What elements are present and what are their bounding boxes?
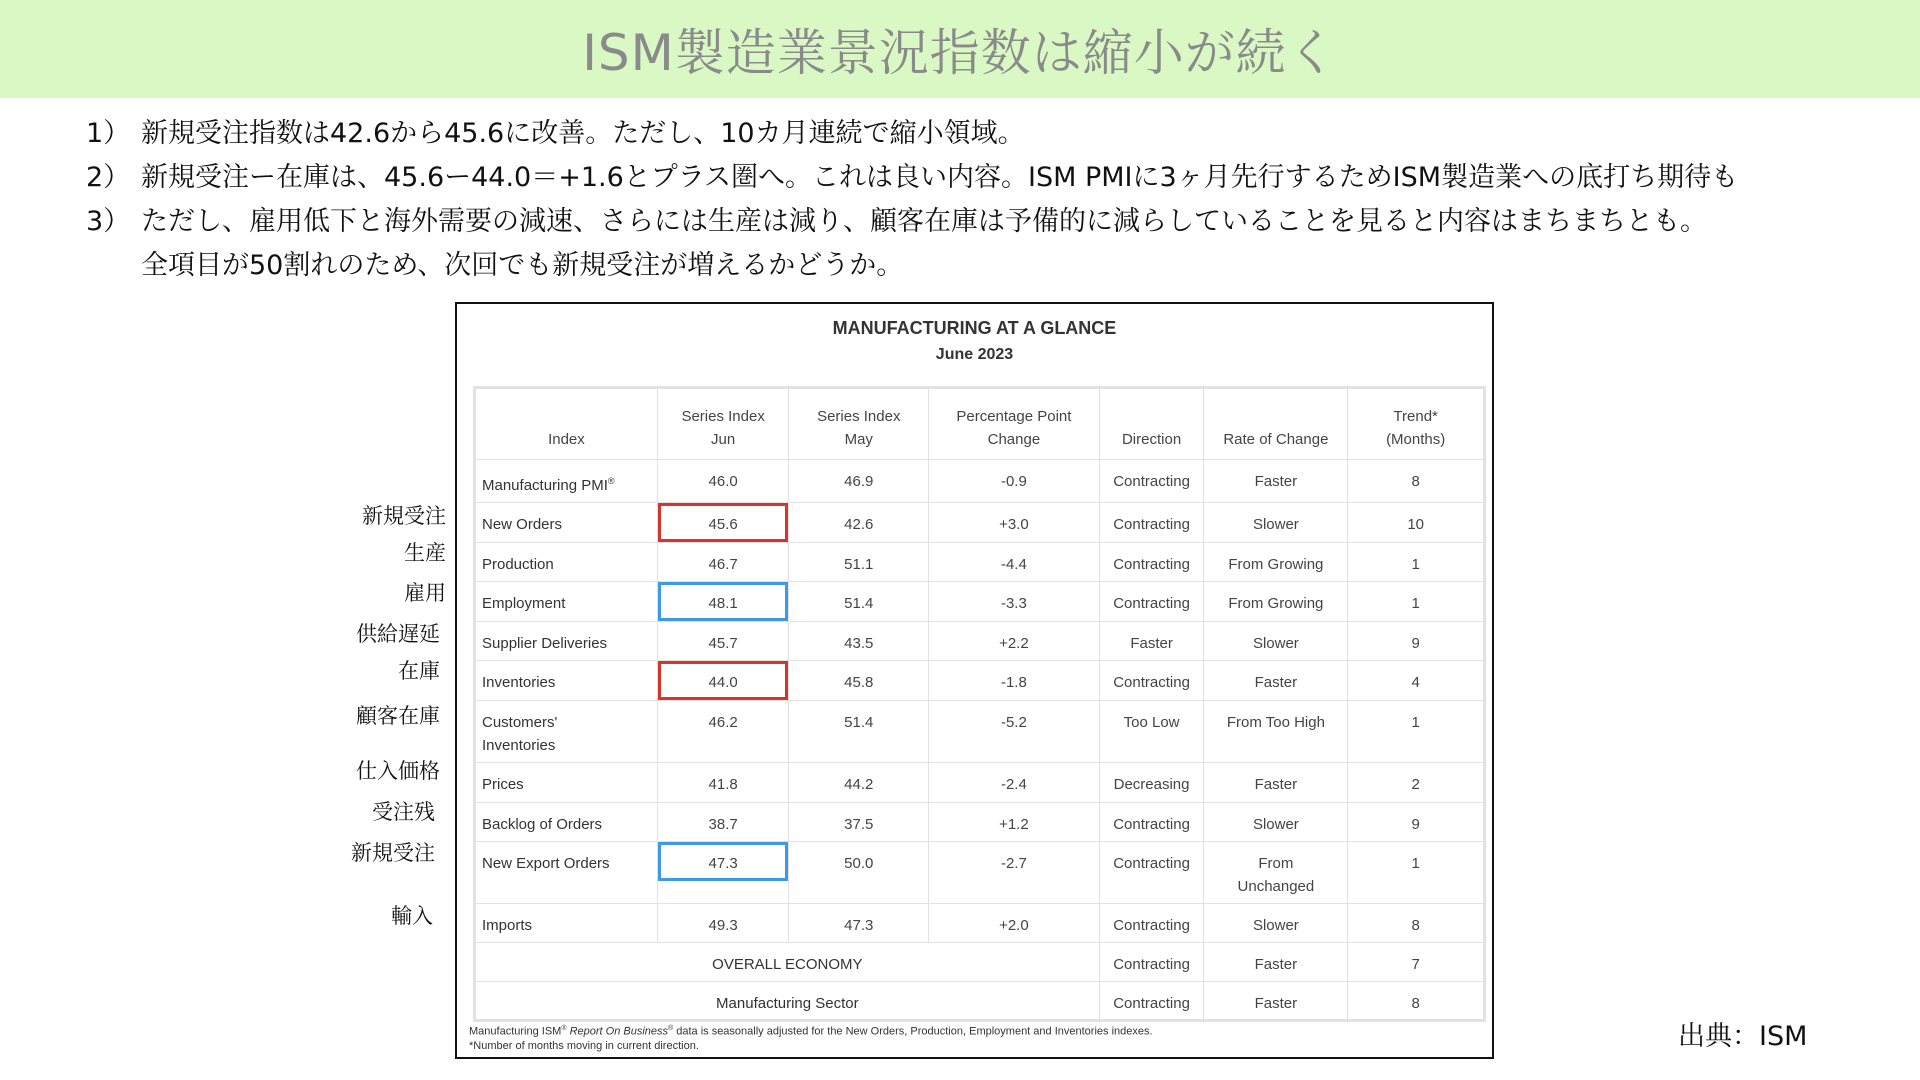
table-row: [475, 763, 1485, 803]
row-change: -1.8: [929, 661, 1100, 701]
highlight-blue-box: 47.3: [658, 842, 789, 881]
table-row: [475, 543, 1485, 582]
note-number: 3）: [86, 206, 131, 237]
table-footnote: Manufacturing ISM® Report On Business® data is seasonally adjusted for the New Orders, Production, Employment and Inventories indexes. *Number of months moving in current direction.: [469, 1025, 1153, 1052]
table-title: MANUFACTURING AT A GLANCE: [832, 318, 1117, 338]
row-may: 43.5: [789, 622, 929, 661]
row-jun: 41.8: [657, 763, 789, 803]
header-jun: Series Index Jun: [657, 388, 789, 460]
row-index: Production: [475, 543, 658, 582]
row-change: -2.7: [929, 842, 1100, 904]
table-row: [475, 622, 1485, 661]
side-label-prices: 仕入価格: [356, 759, 440, 783]
row-may: 42.6: [789, 503, 929, 543]
row-may: 46.9: [789, 460, 929, 503]
row-change: +2.0: [929, 904, 1100, 943]
row-direction: Decreasing: [1099, 763, 1204, 803]
row-direction: Contracting: [1099, 982, 1204, 1021]
note-2: [86, 156, 1886, 200]
row-trend: 1: [1348, 842, 1485, 904]
row-direction: Contracting: [1099, 460, 1204, 503]
row-change: +3.0: [929, 503, 1100, 543]
row-direction: Contracting: [1099, 582, 1204, 622]
row-index: Manufacturing PMI®: [475, 460, 658, 503]
row-direction: Contracting: [1099, 661, 1204, 701]
note-text: 新規受注ー在庫は、45.6ー44.0＝+1.6とプラス圏へ。これは良い内容。ISM PMIに3ヶ月先行するためISM製造業への底打ち期待も: [141, 162, 1739, 193]
header-direction: Direction: [1099, 388, 1204, 460]
row-jun: [657, 661, 789, 701]
row-index: New Export Orders: [475, 842, 658, 904]
note-3-continuation: 全項目が50割れのため、次回でも新規受注が増えるかどうか。: [141, 250, 904, 281]
manufacturing-at-a-glance-table: [473, 386, 1486, 1022]
row-change: -5.2: [929, 701, 1100, 763]
row-rate: Faster: [1204, 982, 1348, 1021]
row-index: Prices: [475, 763, 658, 803]
summary-label: Manufacturing Sector: [475, 982, 1100, 1021]
side-label-supplier-deliveries: 供給遅延: [356, 622, 440, 646]
side-label-new-orders: 新規受注: [362, 504, 446, 528]
row-jun: 46.2: [657, 701, 789, 763]
table-row: [475, 701, 1485, 763]
note-3: [86, 200, 1886, 244]
row-may: 51.1: [789, 543, 929, 582]
page-title: ISM製造業景況指数は縮小が続く: [582, 24, 1338, 82]
table-row: [475, 803, 1485, 842]
note-text: 新規受注指数は42.6から45.6に改善。ただし、10カ月連続で縮小領域。: [141, 118, 1025, 149]
side-label-customers-inventories: 顧客在庫: [356, 704, 440, 728]
row-rate: From Growing: [1204, 543, 1348, 582]
row-rate: Faster: [1204, 460, 1348, 503]
highlight-blue-box: 48.1: [658, 582, 789, 621]
table-row: [475, 661, 1485, 701]
header-rate: Rate of Change: [1204, 388, 1348, 460]
table-row: [475, 460, 1485, 503]
row-rate: From Unchanged: [1204, 842, 1348, 904]
summary-row: [475, 982, 1485, 1021]
row-change: -4.4: [929, 543, 1100, 582]
row-may: 50.0: [789, 842, 929, 904]
row-jun: 38.7: [657, 803, 789, 842]
row-index: Customers' Inventories: [475, 701, 658, 763]
side-label-inventories: 在庫: [398, 659, 440, 683]
row-change: -0.9: [929, 460, 1100, 503]
row-index: Inventories: [475, 661, 658, 701]
row-trend: 1: [1348, 701, 1485, 763]
row-change: -2.4: [929, 763, 1100, 803]
row-rate: Faster: [1204, 943, 1348, 982]
row-direction: Contracting: [1099, 943, 1204, 982]
row-rate: Slower: [1204, 622, 1348, 661]
header-trend: Trend* (Months): [1348, 388, 1485, 460]
row-jun: 46.7: [657, 543, 789, 582]
summary-row: [475, 943, 1485, 982]
source-credit: 出典：ISM: [1678, 1021, 1808, 1052]
row-direction: Faster: [1099, 622, 1204, 661]
highlight-red-box: 44.0: [658, 661, 789, 700]
row-jun: 46.0: [657, 460, 789, 503]
row-trend: 4: [1348, 661, 1485, 701]
table-row: [475, 503, 1485, 543]
row-rate: Slower: [1204, 904, 1348, 943]
row-trend: 2: [1348, 763, 1485, 803]
table-row: [475, 582, 1485, 622]
side-label-backlog: 受注残: [372, 800, 435, 824]
note-number: 1）: [86, 118, 131, 149]
notes: [86, 112, 1886, 288]
row-trend: 9: [1348, 803, 1485, 842]
row-trend: 1: [1348, 543, 1485, 582]
row-rate: From Too High: [1204, 701, 1348, 763]
row-index: Employment: [475, 582, 658, 622]
note-1: [86, 112, 1886, 156]
row-trend: 10: [1348, 503, 1485, 543]
row-may: 37.5: [789, 803, 929, 842]
row-direction: Contracting: [1099, 543, 1204, 582]
row-may: 51.4: [789, 582, 929, 622]
row-trend: 9: [1348, 622, 1485, 661]
row-rate: Slower: [1204, 803, 1348, 842]
row-rate: Slower: [1204, 503, 1348, 543]
row-trend: 8: [1348, 904, 1485, 943]
row-rate: Faster: [1204, 661, 1348, 701]
row-trend: 8: [1348, 982, 1485, 1021]
row-jun: 45.7: [657, 622, 789, 661]
row-may: 45.8: [789, 661, 929, 701]
row-jun: 49.3: [657, 904, 789, 943]
row-change: -3.3: [929, 582, 1100, 622]
side-label-employment: 雇用: [404, 581, 446, 605]
row-jun: [657, 503, 789, 543]
header-change: Percentage Point Change: [929, 388, 1100, 460]
table-row: [475, 842, 1485, 904]
row-direction: Too Low: [1099, 701, 1204, 763]
summary-label: OVERALL ECONOMY: [475, 943, 1100, 982]
row-jun: [657, 842, 789, 904]
row-rate: From Growing: [1204, 582, 1348, 622]
row-direction: Contracting: [1099, 803, 1204, 842]
row-may: 47.3: [789, 904, 929, 943]
title-bar: [0, 0, 1920, 98]
row-index: Backlog of Orders: [475, 803, 658, 842]
row-direction: Contracting: [1099, 503, 1204, 543]
header-index: Index: [475, 388, 658, 460]
note-text: ただし、雇用低下と海外需要の減速、さらには生産は減り、顧客在庫は予備的に減らしていることを見ると内容はまちまちとも。: [141, 206, 1707, 237]
row-index: Supplier Deliveries: [475, 622, 658, 661]
row-direction: Contracting: [1099, 842, 1204, 904]
side-label-production: 生産: [404, 541, 446, 565]
row-index: Imports: [475, 904, 658, 943]
row-trend: 8: [1348, 460, 1485, 503]
side-label-imports: 輸入: [391, 904, 433, 928]
row-may: 44.2: [789, 763, 929, 803]
highlight-red-box: 45.6: [658, 503, 789, 542]
table-row: [475, 904, 1485, 943]
row-trend: 7: [1348, 943, 1485, 982]
row-change: +2.2: [929, 622, 1100, 661]
row-rate: Faster: [1204, 763, 1348, 803]
row-direction: Contracting: [1099, 904, 1204, 943]
table-subtitle: June 2023: [935, 346, 1014, 363]
note-number: 2）: [86, 162, 131, 193]
row-jun: [657, 582, 789, 622]
side-label-new-export-orders: 新規受注: [351, 841, 435, 865]
row-may: 51.4: [789, 701, 929, 763]
row-index: New Orders: [475, 503, 658, 543]
ism-table-image: [455, 302, 1494, 1059]
header-may: Series Index May: [789, 388, 929, 460]
row-change: +1.2: [929, 803, 1100, 842]
row-trend: 1: [1348, 582, 1485, 622]
table-header-row: [475, 388, 1485, 460]
